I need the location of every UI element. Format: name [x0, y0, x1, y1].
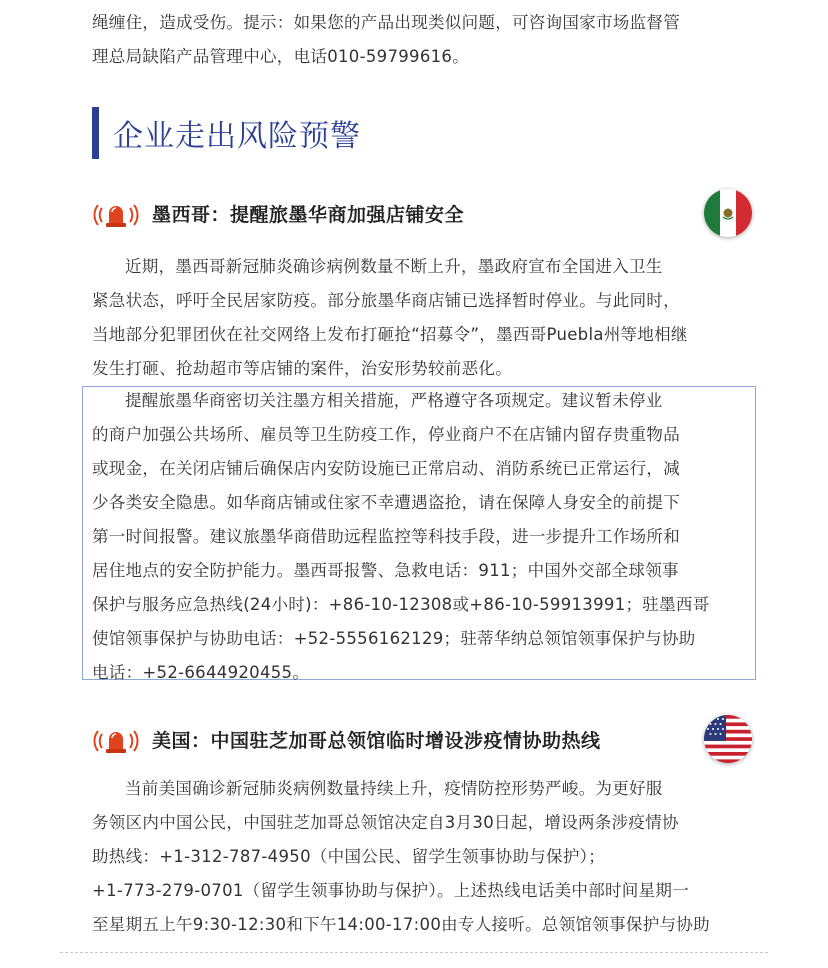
text-line: 当前美国确诊新冠肺炎病例数量持续上升，疫情防控形势严峻。为更好服 — [125, 779, 663, 798]
news-header-mexico — [92, 188, 752, 238]
text-line: 电话：+52-6644920455。 — [92, 663, 310, 682]
usa-flag-icon — [704, 715, 752, 763]
text-line: +1-773-279-0701（留学生领事协助与保护）。上述热线电话美中部时间星期一 — [92, 881, 690, 900]
text-line: 保护与服务应急热线(24小时)：+86-10-12308或+86-10-59913991；驻墨西哥 — [92, 595, 710, 614]
section-heading — [92, 106, 361, 160]
text-line: 第一时间报警。建议旅墨华商借助远程监控等科技手段，进一步提升工作场所和 — [92, 527, 680, 546]
divider — [60, 952, 768, 953]
text-line: 的商户加强公共场所、雇员等卫生防疫工作，停业商户不在店铺内留存贵重物品 — [92, 425, 680, 444]
text-line: 发生打砸、抢劫超市等店铺的案件，治安形势较前恶化。 — [92, 359, 512, 378]
alarm-siren-icon — [92, 724, 140, 754]
news-title: 美国：中国驻芝加哥总领馆临时增设涉疫情协助热线 — [152, 729, 601, 752]
text-line: 紧急状态，呼吁全民居家防疫。部分旅墨华商店铺已选择暂时停业。与此同时， — [92, 291, 680, 310]
text-line: 当地部分犯罪团伙在社交网络上发布打砸抢“招募令”，墨西哥Puebla州等地相继 — [92, 325, 688, 344]
news-title: 墨西哥：提醒旅墨华商加强店铺安全 — [152, 203, 465, 226]
text-line: 助热线：+1-312-787-4950（中国公民、留学生领事协助与保护）； — [92, 847, 606, 866]
text-line: 绳缠住，造成受伤。提示：如果您的产品出现类似问题，可咨询国家市场监督管 — [92, 13, 680, 32]
text-line: 居住地点的安全防护能力。墨西哥报警、急救电话：911；中国外交部全球领事 — [92, 561, 679, 580]
heading-accent-bar — [92, 107, 99, 159]
alarm-siren-icon — [92, 198, 140, 228]
mexico-paragraph-1 — [92, 250, 752, 386]
text-line: 近期，墨西哥新冠肺炎确诊病例数量不断上升，墨政府宣布全国进入卫生 — [125, 257, 663, 276]
text-line: 少各类安全隐患。如华商店铺或住家不幸遭遇盗抢，请在保障人身安全的前提下 — [92, 493, 680, 512]
text-line: 理总局缺陷产品管理中心，电话010-59799616。 — [92, 47, 470, 66]
intro-paragraph — [92, 6, 752, 74]
mexico-flag-icon — [704, 189, 752, 237]
text-line: 或现金，在关闭店铺后确保店内安防设施已正常启动、消防系统已正常运行，减 — [92, 459, 680, 478]
news-header-usa — [92, 714, 752, 764]
section-title: 企业走出风险预警 — [113, 119, 361, 154]
usa-paragraph-1 — [92, 772, 752, 942]
text-line: 至星期五上午9:30-12:30和下午14:00-17:00由专人接听。总领馆领事保护与协助 — [92, 915, 710, 934]
text-line: 提醒旅墨华商密切关注墨方相关措施，严格遵守各项规定。建议暂未停业 — [125, 391, 663, 410]
text-line: 使馆领事保护与协助电话：+52-5556162129；驻蒂华纳总领馆领事保护与协助 — [92, 629, 696, 648]
text-line: 务领区内中国公民，中国驻芝加哥总领馆决定自3月30日起，增设两条涉疫情协 — [92, 813, 679, 832]
mexico-paragraph-2 — [92, 384, 752, 690]
